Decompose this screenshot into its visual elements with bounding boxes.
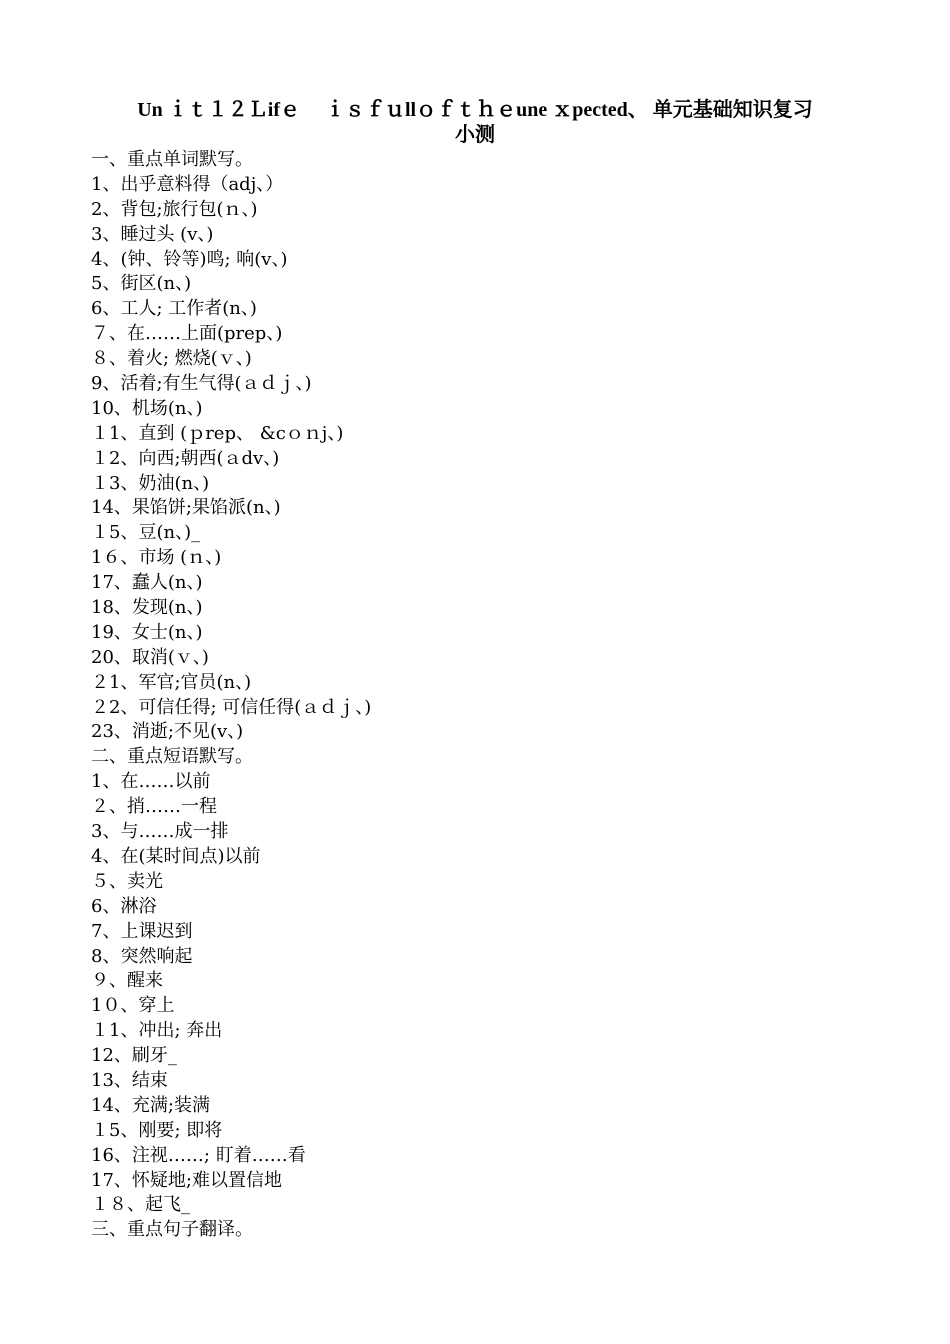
list-item: １5、刚要; 即将 <box>91 1119 223 1141</box>
list-item: 23、消逝;不见(v、) <box>91 721 244 743</box>
list-item: ２1、军官;官员(n、) <box>91 671 252 693</box>
list-item: １1、冲出; 奔出 <box>91 1020 223 1042</box>
list-item: 1０、穿上 <box>91 995 175 1017</box>
list-item: 8、突然响起 <box>91 945 193 967</box>
list-item: 2、背包;旅行包(ｎ、) <box>91 198 258 220</box>
list-item: ８、着火; 燃烧(ｖ、) <box>91 348 252 370</box>
list-item: 18、发现(n、) <box>91 597 203 619</box>
list-item: 4、(钟、铃等)鸣; 响(v、) <box>91 248 288 270</box>
list-item: 17、蠢人(n、) <box>91 572 203 594</box>
list-item: １1、直到 (ｐrep、 &cｏｎj、) <box>91 422 344 444</box>
title-line-1: Un ｉｔ１２Ｌifｅ ｉｓｆｕllｏｆｔｈｅune ｘpected、 单元基础知识复习 <box>137 99 813 121</box>
list-item: １5、豆(n、)_ <box>91 522 201 544</box>
document-title <box>0 98 950 148</box>
section-heading: 一、重点单词默写。 <box>91 149 253 170</box>
list-item: 1６、市场 (ｎ、) <box>91 547 222 569</box>
list-item: １８、起飞_ <box>91 1194 190 1216</box>
list-item: 17、怀疑地;难以置信地 <box>91 1169 282 1191</box>
list-item: 10、机场(n、) <box>91 397 203 419</box>
list-item: 3、与……成一排 <box>91 821 229 843</box>
list-item: 3、睡过头 (v、) <box>91 223 214 245</box>
title-line-2: 小测 <box>455 124 495 146</box>
list-item: 16、注视……; 盯着……看 <box>91 1144 306 1166</box>
section-heading: 二、重点短语默写。 <box>91 746 253 768</box>
list-item: ５、卖光 <box>91 870 163 892</box>
list-item: 12、刷牙_ <box>91 1045 177 1067</box>
list-item: ２2、可信任得; 可信任得(ａｄｊ、) <box>91 696 372 718</box>
section-heading: 三、重点句子翻译。 <box>91 1219 253 1241</box>
list-item: 7、上课迟到 <box>91 920 193 942</box>
list-item: 1、在……以前 <box>91 771 211 793</box>
list-item: ９、醒来 <box>91 970 163 992</box>
list-item: 5、街区(n、) <box>91 273 192 295</box>
list-item: ７、在……上面(prep、) <box>91 323 283 345</box>
list-item: ２、捎……一程 <box>91 796 217 818</box>
exercise-list <box>91 148 871 1243</box>
list-item: 1、出乎意料得（adj、） <box>91 173 284 195</box>
list-item: 4、在(某时间点)以前 <box>91 845 261 867</box>
list-item: 14、果馅饼;果馅派(n、) <box>91 497 281 519</box>
list-item: 20、取消(ｖ、) <box>91 646 209 668</box>
list-item: 6、淋浴 <box>91 895 157 917</box>
list-item: １3、奶油(n、) <box>91 472 210 494</box>
list-item: 13、结束 <box>91 1069 168 1091</box>
list-item: 6、工人; 工作者(n、) <box>91 298 257 320</box>
list-item: 14、充满;装满 <box>91 1094 210 1116</box>
list-item: 9、活着;有生气得(ａｄｊ、) <box>91 373 312 395</box>
list-item: １2、向西;朝西(ａdv、) <box>91 447 280 469</box>
list-item: 19、女士(n、) <box>91 621 203 643</box>
